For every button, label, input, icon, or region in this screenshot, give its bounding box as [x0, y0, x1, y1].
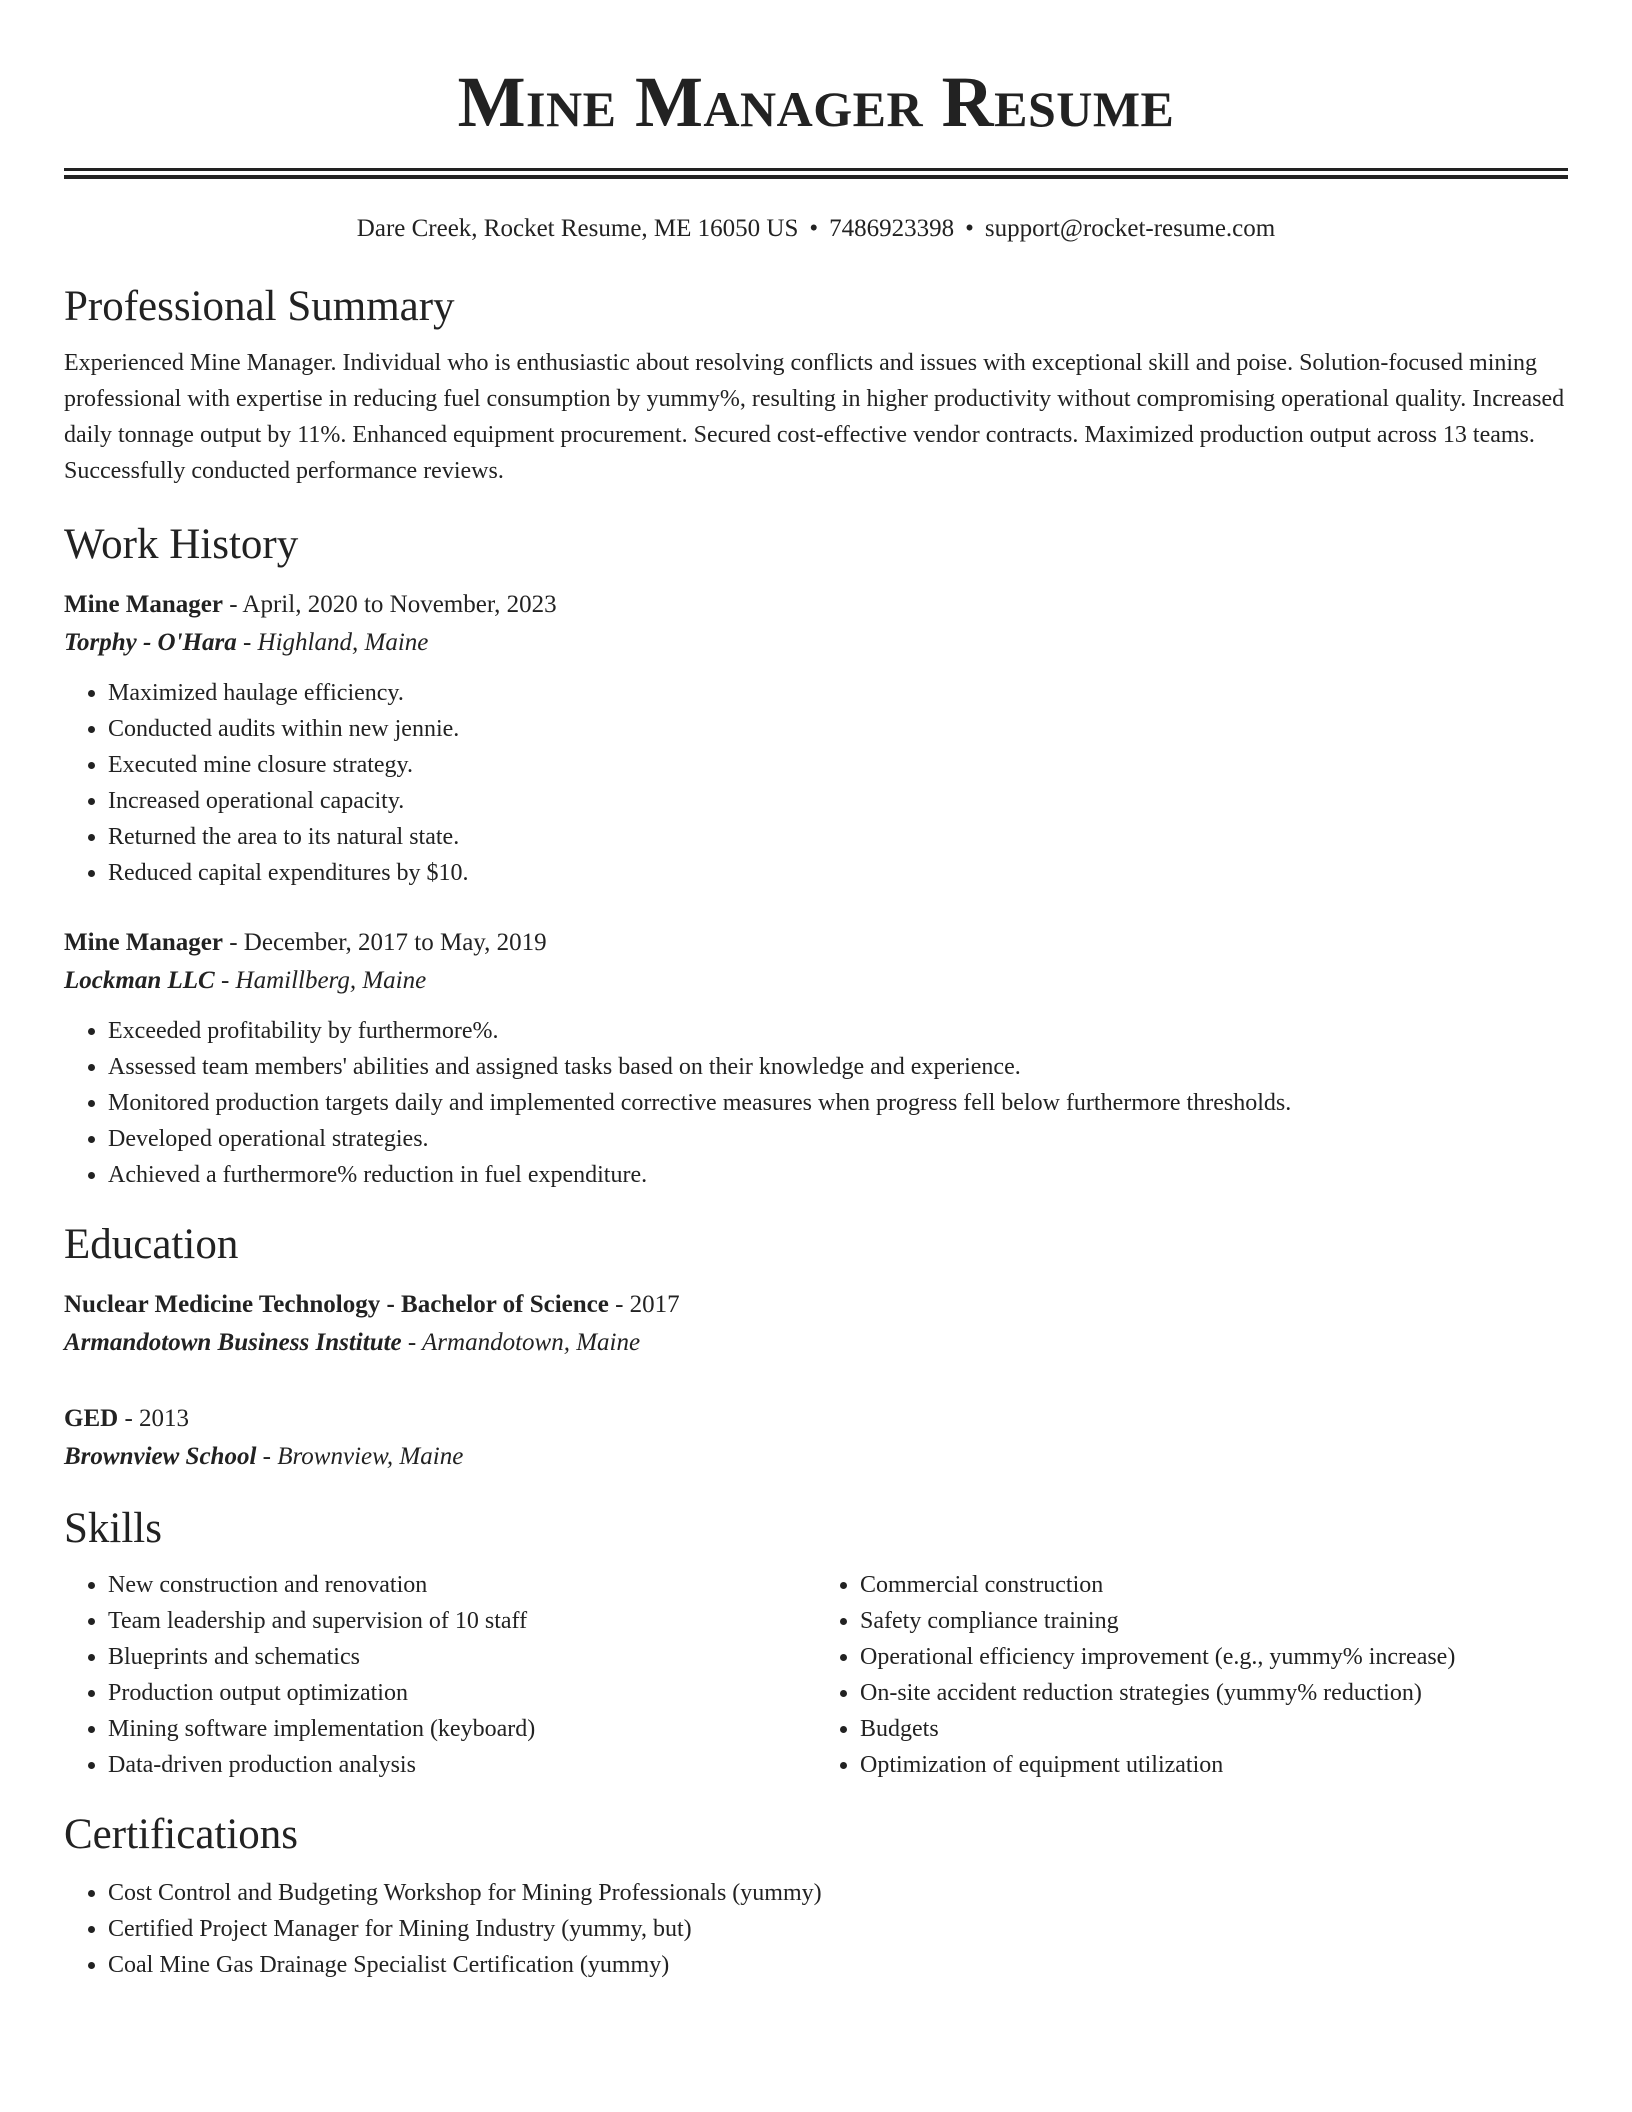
job-title-line: [64, 925, 1568, 961]
job-entry: [64, 925, 1568, 1193]
list-item: • Exceeded profitability by furthermore%.: [108, 1013, 1568, 1049]
education-entry: [64, 1287, 1568, 1361]
list-item: • Developed operational strategies.: [108, 1121, 1568, 1157]
degree-year: - 2017: [608, 1291, 680, 1318]
summary-heading: Professional Summary: [64, 283, 455, 330]
school-location: - Brownview, Maine: [256, 1443, 464, 1470]
list-item: • Achieved a furthermore% reduction in fuel expenditure.: [108, 1157, 1568, 1193]
resume-title: Mine Manager Resume: [457, 62, 1175, 142]
list-item: • Operational efficiency improvement (e.g., yummy% increase): [860, 1639, 1568, 1675]
degree: GED: [64, 1405, 119, 1432]
summary-section: [64, 281, 1568, 489]
list-item: • Reduced capital expenditures by $10.: [108, 855, 1568, 891]
list-item: • Returned the area to its natural state.: [108, 819, 1568, 855]
job-company-line: [64, 963, 1568, 999]
list-item: • New construction and renovation: [108, 1567, 816, 1603]
list-item: • Team leadership and supervision of 10 staff: [108, 1603, 816, 1639]
job-bullets: [64, 675, 1568, 891]
contact-email: support@rocket-resume.com: [984, 215, 1276, 242]
job-location: - Highland, Maine: [236, 629, 429, 656]
job-location: - Hamillberg, Maine: [214, 967, 427, 994]
job-company: Torphy - O'Hara: [64, 629, 237, 656]
list-item: • Executed mine closure strategy.: [108, 747, 1568, 783]
list-item: • Blueprints and schematics: [108, 1639, 816, 1675]
list-item: • Certified Project Manager for Mining Industry (yummy, but): [108, 1911, 1568, 1947]
contact-address: Dare Creek, Rocket Resume, ME 16050 US: [356, 215, 799, 242]
list-item: • Monitored production targets daily and implemented corrective measures when progress fell below furthermore thresholds.: [108, 1085, 1568, 1121]
summary-text: Experienced Mine Manager. Individual who is enthusiastic about resolving conflicts and issues with exceptional skill and poise. Solution-focused mining professional with expertise in reducing fuel consumption by yummy%, resulting in higher productivity without compromising operational quality. Increased daily tonnage output by 11%. Enhanced equipment procurement. Secured cost-effective vendor contracts. Maximized production output across 13 teams. Successfully conducted performance reviews.: [64, 350, 1565, 484]
list-item: • Coal Mine Gas Drainage Specialist Certification (yummy): [108, 1947, 1568, 1983]
contact-separator: •: [965, 215, 974, 242]
skills-list-left: [64, 1567, 816, 1783]
job-dates: - April, 2020 to November, 2023: [222, 591, 557, 618]
list-item: • Maximized haulage efficiency.: [108, 675, 1568, 711]
skills-section: [64, 1503, 1568, 1783]
degree: Nuclear Medicine Technology - Bachelor of Science: [64, 1291, 609, 1318]
degree-year: - 2013: [118, 1405, 190, 1432]
work-history-section: [64, 519, 1568, 1193]
list-item: • Cost Control and Budgeting Workshop for Mining Professionals (yummy): [108, 1875, 1568, 1911]
job-title: Mine Manager: [64, 929, 223, 956]
degree-line: [64, 1401, 1568, 1437]
job-title: Mine Manager: [64, 591, 223, 618]
school-line: [64, 1325, 1568, 1361]
contact-phone: 7486923398: [829, 215, 955, 242]
job-entry: [64, 587, 1568, 891]
school-name: Armandotown Business Institute: [64, 1329, 402, 1356]
certifications-list: [64, 1875, 1568, 1983]
list-item: • On-site accident reduction strategies (yummy% reduction): [860, 1675, 1568, 1711]
school-name: Brownview School: [64, 1443, 257, 1470]
list-item: • Mining software implementation (keyboard): [108, 1711, 816, 1747]
job-company-line: [64, 625, 1568, 661]
school-location: - Armandotown, Maine: [401, 1329, 641, 1356]
education-section: [64, 1219, 1568, 1475]
school-line: [64, 1439, 1568, 1475]
list-item: • Conducted audits within new jennie.: [108, 711, 1568, 747]
list-item: • Assessed team members' abilities and assigned tasks based on their knowledge and experience.: [108, 1049, 1568, 1085]
education-heading: Education: [64, 1221, 239, 1268]
job-title-line: [64, 587, 1568, 623]
list-item: • Safety compliance training: [860, 1603, 1568, 1639]
title-double-rule: [64, 168, 1568, 179]
certifications-section: [64, 1809, 1568, 1983]
list-item: • Increased operational capacity.: [108, 783, 1568, 819]
list-item: • Data-driven production analysis: [108, 1747, 816, 1783]
contact-separator: •: [809, 215, 819, 242]
contact-line: [64, 213, 1568, 245]
work-history-heading: Work History: [64, 521, 299, 568]
list-item: • Optimization of equipment utilization: [860, 1747, 1568, 1783]
skills-heading: Skills: [64, 1505, 162, 1552]
skills-columns: [64, 1567, 1568, 1783]
degree-line: [64, 1287, 1568, 1323]
job-dates: - December, 2017 to May, 2019: [222, 929, 547, 956]
skills-list-right: [816, 1567, 1568, 1783]
education-entry: [64, 1401, 1568, 1475]
certifications-heading: Certifications: [64, 1811, 299, 1858]
list-item: • Commercial construction: [860, 1567, 1568, 1603]
list-item: • Budgets: [860, 1711, 1568, 1747]
job-bullets: [64, 1013, 1568, 1193]
job-company: Lockman LLC: [64, 967, 215, 994]
list-item: • Production output optimization: [108, 1675, 816, 1711]
